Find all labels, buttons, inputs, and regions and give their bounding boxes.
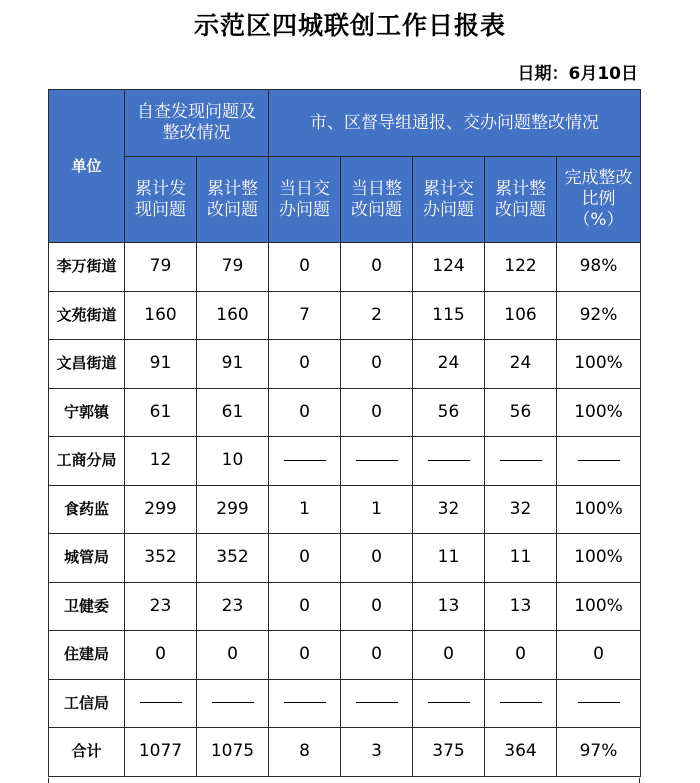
table-cell: 13 (413, 582, 485, 631)
empty-dash (284, 460, 326, 461)
column-header-label: 累计整改问题 (207, 178, 258, 220)
table-cell: 160 (125, 291, 197, 340)
table-cell: 0 (269, 243, 341, 292)
daily-report-table (48, 89, 641, 777)
table-cell: 0 (269, 340, 341, 389)
row-unit-name: 食药监 (49, 485, 125, 534)
table-cell: 79 (197, 243, 269, 292)
table-cell: 23 (197, 582, 269, 631)
table-cell: 61 (197, 388, 269, 437)
table-cell: 115 (413, 291, 485, 340)
table-cell: 1 (341, 485, 413, 534)
table-row (49, 679, 641, 728)
row-unit-name: 宁郭镇 (49, 388, 125, 437)
table-cell: 0 (125, 631, 197, 680)
empty-dash (284, 702, 326, 703)
empty-dash (212, 702, 254, 703)
table-cell: 0 (413, 631, 485, 680)
table-cell: 122 (485, 243, 557, 292)
table-continuation-edge (48, 778, 640, 783)
table-body (49, 243, 641, 777)
table-cell (413, 679, 485, 728)
table-cell (197, 679, 269, 728)
table-row (49, 534, 641, 583)
table-cell: 2 (341, 291, 413, 340)
table-cell (269, 437, 341, 486)
table-cell: 0 (341, 243, 413, 292)
table-cell: 91 (197, 340, 269, 389)
row-unit-name: 工商分局 (49, 437, 125, 486)
table-cell: 0 (341, 388, 413, 437)
empty-dash (578, 460, 620, 461)
table-cell: 100% (557, 485, 641, 534)
table-cell: 106 (485, 291, 557, 340)
table-row (49, 728, 641, 777)
table-cell: 97% (557, 728, 641, 777)
table-cell (557, 679, 641, 728)
table-cell: 1 (269, 485, 341, 534)
table-cell: 124 (413, 243, 485, 292)
table-cell: 100% (557, 340, 641, 389)
table-row (49, 291, 641, 340)
table-cell: 79 (125, 243, 197, 292)
table-cell (341, 679, 413, 728)
table-cell: 0 (557, 631, 641, 680)
table-cell (413, 437, 485, 486)
table-cell: 24 (485, 340, 557, 389)
table-cell: 10 (197, 437, 269, 486)
row-unit-name: 文苑街道 (49, 291, 125, 340)
column-header-1 (125, 157, 197, 243)
empty-dash (428, 702, 470, 703)
table-cell: 160 (197, 291, 269, 340)
report-date: 日期：6月10日 (517, 64, 638, 84)
table-cell: 100% (557, 534, 641, 583)
table-cell: 0 (269, 582, 341, 631)
self-check-group-header (125, 90, 269, 157)
table-cell: 0 (341, 582, 413, 631)
empty-dash (356, 460, 398, 461)
table-cell: 0 (341, 534, 413, 583)
table-cell: 56 (413, 388, 485, 437)
table-cell: 32 (413, 485, 485, 534)
table-cell: 0 (485, 631, 557, 680)
table-cell: 0 (341, 340, 413, 389)
table-cell: 8 (269, 728, 341, 777)
table-cell: 0 (341, 631, 413, 680)
column-header-label: 累计发现问题 (135, 178, 186, 220)
table-cell: 98% (557, 243, 641, 292)
table-cell: 375 (413, 728, 485, 777)
table-cell: 3 (341, 728, 413, 777)
table-cell: 12 (125, 437, 197, 486)
table-cell: 11 (413, 534, 485, 583)
column-header-label: 当日整改问题 (351, 178, 402, 220)
empty-dash (356, 702, 398, 703)
table-cell: 56 (485, 388, 557, 437)
row-unit-name: 住建局 (49, 631, 125, 680)
table-cell: 1075 (197, 728, 269, 777)
table-row (49, 631, 641, 680)
column-header-label: 累计交办问题 (423, 178, 474, 220)
row-unit-name: 城管局 (49, 534, 125, 583)
table-cell: 299 (125, 485, 197, 534)
row-unit-name: 文昌街道 (49, 340, 125, 389)
table-cell: 352 (125, 534, 197, 583)
table-cell: 92% (557, 291, 641, 340)
report-title: 示范区四城联创工作日报表 (193, 11, 506, 40)
table-cell: 23 (125, 582, 197, 631)
table-cell: 100% (557, 388, 641, 437)
table-cell: 0 (269, 388, 341, 437)
column-header-label: 累计整改问题 (495, 178, 546, 220)
column-header-3 (269, 157, 341, 243)
column-header-2 (197, 157, 269, 243)
table-cell: 7 (269, 291, 341, 340)
table-cell: 100% (557, 582, 641, 631)
table-cell: 91 (125, 340, 197, 389)
table-cell (485, 679, 557, 728)
table-cell: 0 (269, 534, 341, 583)
column-header-6 (485, 157, 557, 243)
empty-dash (428, 460, 470, 461)
table-cell: 11 (485, 534, 557, 583)
row-unit-name: 工信局 (49, 679, 125, 728)
empty-dash (500, 460, 542, 461)
table-cell (125, 679, 197, 728)
table-cell: 1077 (125, 728, 197, 777)
table-cell (557, 437, 641, 486)
table-cell: 299 (197, 485, 269, 534)
table-cell: 0 (197, 631, 269, 680)
table-row (49, 582, 641, 631)
table-row (49, 437, 641, 486)
row-unit-name: 卫健委 (49, 582, 125, 631)
table-cell: 352 (197, 534, 269, 583)
table-header (49, 90, 641, 243)
row-unit-name: 李万街道 (49, 243, 125, 292)
table-cell: 24 (413, 340, 485, 389)
table-cell (341, 437, 413, 486)
table-cell (269, 679, 341, 728)
row-unit-name: 合计 (49, 728, 125, 777)
city-supervision-group-header: 市、区督导组通报、交办问题整改情况 (269, 90, 641, 157)
column-header-label: 当日交办问题 (279, 178, 330, 220)
column-header-7 (557, 157, 641, 243)
column-header-label: 完成整改比例（%） (564, 168, 633, 230)
table-cell: 61 (125, 388, 197, 437)
table-row (49, 388, 641, 437)
table-row (49, 485, 641, 534)
table-cell: 364 (485, 728, 557, 777)
column-header-row (49, 157, 641, 243)
table-cell (485, 437, 557, 486)
unit-column-header: 单位 (49, 90, 125, 243)
column-header-4 (341, 157, 413, 243)
empty-dash (578, 702, 620, 703)
column-header-5 (413, 157, 485, 243)
self-check-group-label: 自查发现问题及整改情况 (137, 102, 256, 143)
empty-dash (500, 702, 542, 703)
empty-dash (140, 702, 182, 703)
table-row (49, 340, 641, 389)
table-row (49, 243, 641, 292)
table-cell: 13 (485, 582, 557, 631)
table-cell: 0 (269, 631, 341, 680)
table-cell: 32 (485, 485, 557, 534)
